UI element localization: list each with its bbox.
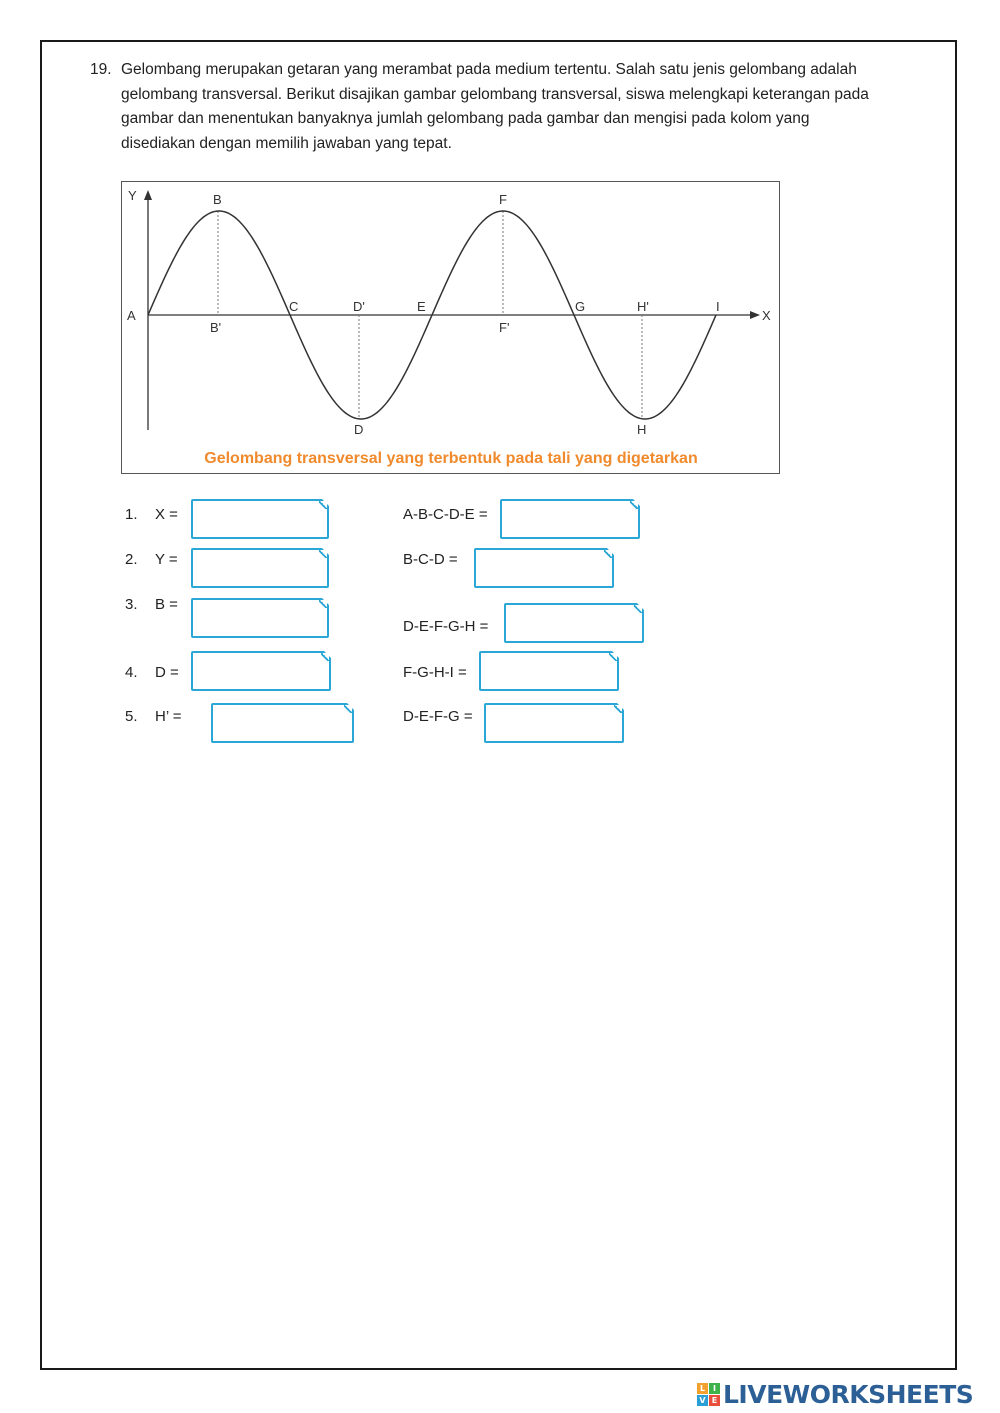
answer-box-h-prime[interactable] <box>211 703 354 743</box>
label-a: A <box>127 308 136 323</box>
label-i: I <box>716 299 720 314</box>
answer-label-defgh: D-E-F-G-H = <box>403 618 489 635</box>
answer-label-abcde: A-B-C-D-E = <box>403 506 488 523</box>
item-number: 3. <box>125 596 138 613</box>
figure-caption: Gelombang transversal yang terbentuk pada tali yang digetarkan <box>204 450 698 467</box>
answer-box-y[interactable] <box>191 548 329 588</box>
label-x-axis: X <box>762 308 771 323</box>
question-line: disediakan dengan memilih jawaban yang tepat. <box>121 134 452 152</box>
answer-box-d[interactable] <box>191 651 331 691</box>
answer-box-b[interactable] <box>191 598 329 638</box>
y-axis-arrow-icon <box>144 190 152 200</box>
answer-label-defg: D-E-F-G = <box>403 708 473 725</box>
label-e: E <box>417 299 426 314</box>
answer-label-x: X = <box>155 506 178 523</box>
label-d: D <box>354 422 364 437</box>
question-block <box>90 58 940 156</box>
liveworksheets-logo <box>697 1380 973 1408</box>
item-number: 4. <box>125 664 138 681</box>
answer-label-h-prime: H’ = <box>155 708 182 725</box>
x-axis-arrow-icon <box>750 311 760 319</box>
answer-label-d: D = <box>155 664 179 681</box>
logo-tile: L <box>697 1383 708 1394</box>
label-y-axis: Y <box>128 188 137 203</box>
logo-tile: V <box>697 1395 708 1406</box>
answer-box-x[interactable] <box>191 499 329 539</box>
answer-box-abcde[interactable] <box>500 499 640 539</box>
question-text <box>121 58 940 156</box>
liveworksheets-icon <box>697 1383 720 1406</box>
label-b: B <box>213 192 222 207</box>
answer-label-y: Y = <box>155 551 178 568</box>
answer-label-b: B = <box>155 596 178 613</box>
answer-label-bcd: B-C-D = <box>403 551 458 568</box>
logo-tile: I <box>709 1383 720 1394</box>
wave-diagram <box>122 182 779 473</box>
question-line: Gelombang merupakan getaran yang merambat pada medium tertentu. Salah satu jenis gelombang adalah <box>121 61 857 78</box>
label-c: C <box>289 299 299 314</box>
question-line: gelombang transversal. Berikut disajikan gambar gelombang transversal, siswa melengkapi keterangan pada <box>121 85 869 103</box>
item-number: 5. <box>125 708 138 725</box>
wave-figure <box>121 181 780 474</box>
brand-text: LIVEWORKSHEETS <box>723 1379 974 1409</box>
answer-label-fghi: F-G-H-I = <box>403 664 467 681</box>
label-f: F <box>499 192 507 207</box>
item-number: 1. <box>125 506 138 523</box>
answer-box-fghi[interactable] <box>479 651 619 691</box>
label-d-prime: D' <box>353 299 365 314</box>
label-b-prime: B' <box>210 320 222 335</box>
question-line: gambar dan menentukan banyaknya jumlah gelombang pada gambar dan mengisi pada kolom yang <box>121 110 810 127</box>
answer-box-defg[interactable] <box>484 703 624 743</box>
label-f-prime: F' <box>499 320 510 335</box>
answer-box-bcd[interactable] <box>474 548 614 588</box>
question-number: 19. <box>90 61 112 78</box>
label-h: H <box>637 422 647 437</box>
item-number: 2. <box>125 551 138 568</box>
answer-box-defgh[interactable] <box>504 603 644 643</box>
label-g: G <box>575 299 586 314</box>
logo-tile: E <box>709 1395 720 1406</box>
label-h-prime: H' <box>637 299 649 314</box>
